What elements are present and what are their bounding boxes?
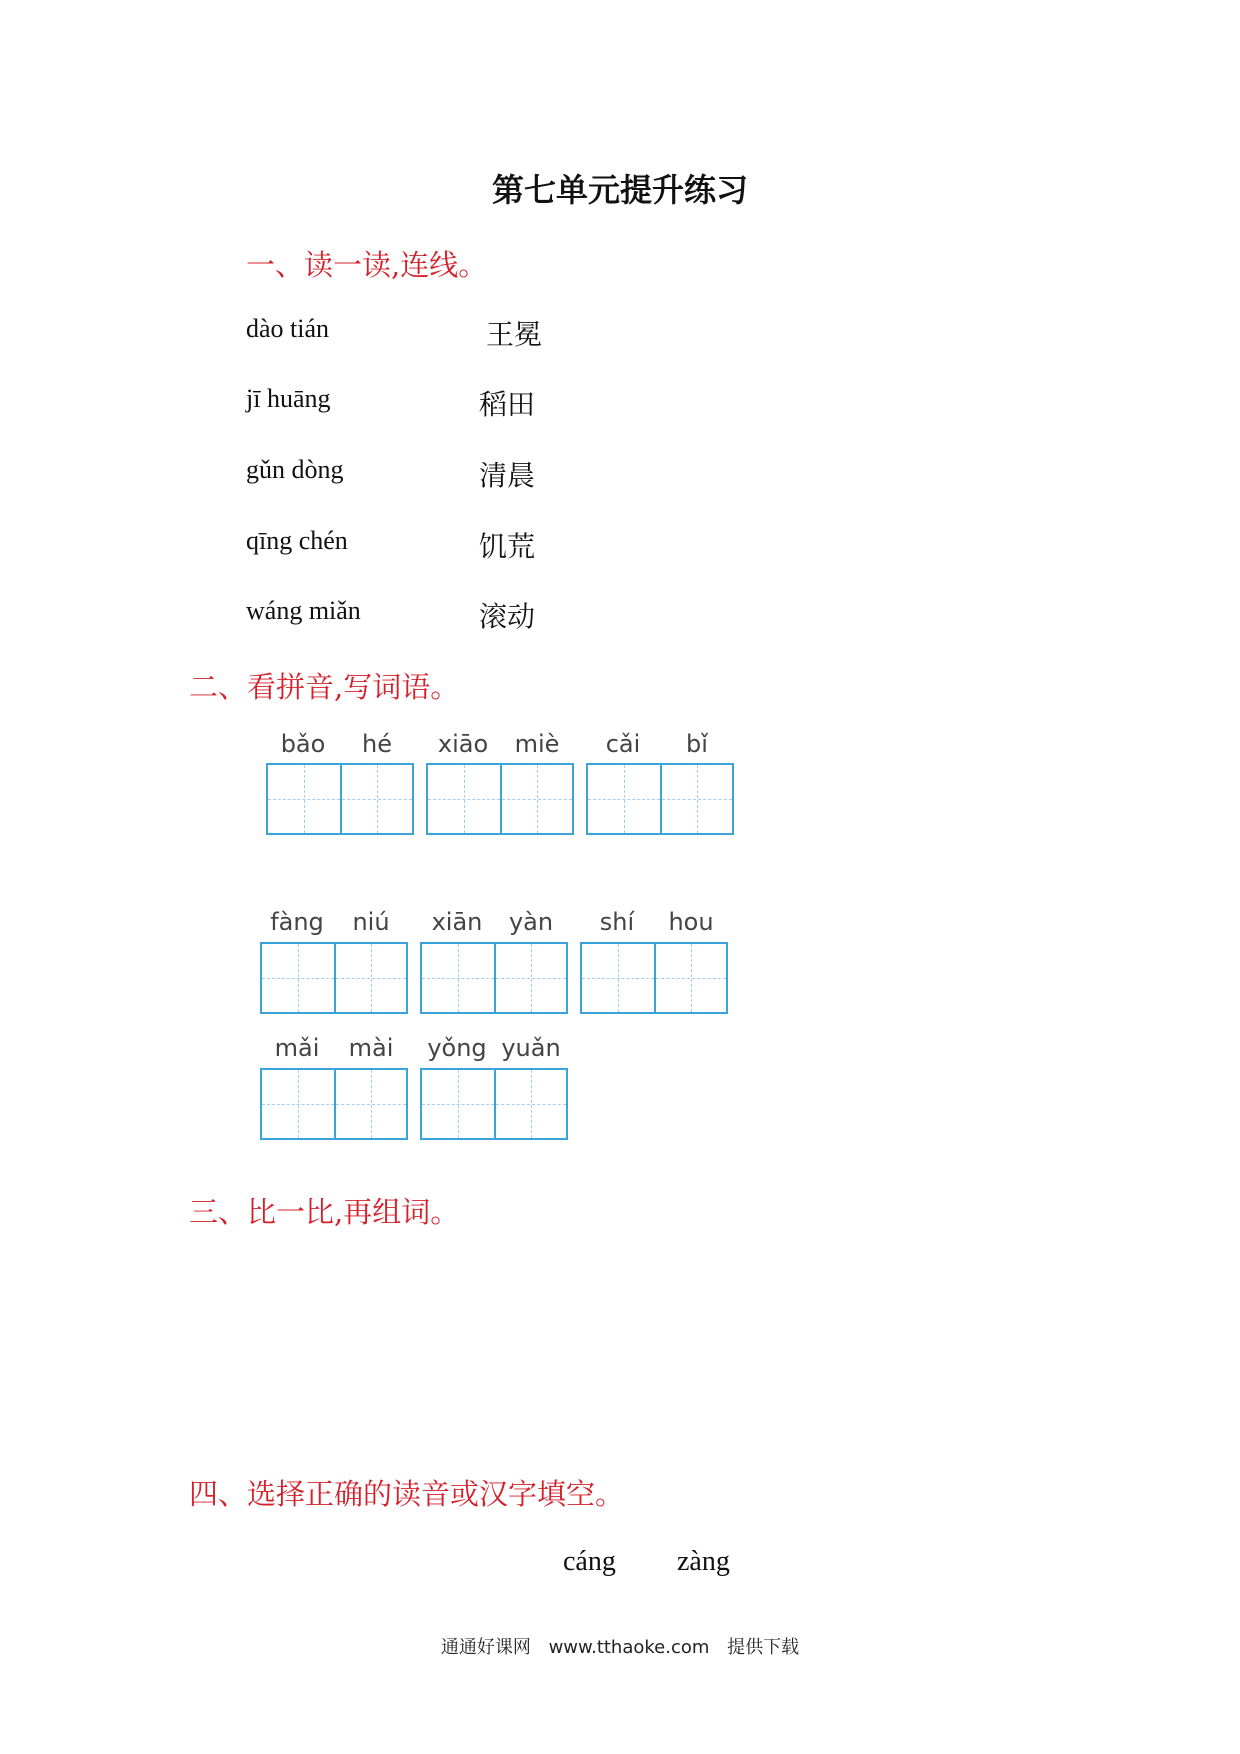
match-pinyin-1: dào tián	[246, 314, 330, 343]
grid-4-pinyin-2: niú	[352, 908, 390, 936]
writing-grid-6[interactable]	[580, 942, 728, 1014]
writing-cell[interactable]	[268, 765, 340, 833]
grid-3-pinyin-2: bǐ	[686, 730, 708, 758]
writing-grid-3[interactable]	[586, 763, 734, 835]
writing-grid-2[interactable]	[426, 763, 574, 835]
section-2-heading: 二、看拼音,写词语。	[189, 670, 460, 704]
section-4-heading: 四、选择正确的读音或汉字填空。	[189, 1477, 625, 1511]
grid-8-pinyin-1: yǒng	[427, 1034, 487, 1062]
writing-cell[interactable]	[428, 765, 500, 833]
writing-cell[interactable]	[588, 765, 660, 833]
choice-cang: cáng	[563, 1546, 616, 1577]
grid-2-pinyin-1: xiāo	[437, 730, 489, 758]
writing-cell[interactable]	[660, 765, 732, 833]
writing-cell[interactable]	[334, 944, 406, 1012]
footer-note: 提供下载	[727, 1637, 800, 1658]
choice-zang: zàng	[677, 1546, 730, 1577]
match-hanzi-2: 稻田	[479, 388, 536, 421]
match-hanzi-1: 王冕	[486, 318, 543, 351]
section-1-heading: 一、读一读,连线。	[246, 248, 488, 282]
writing-cell[interactable]	[422, 944, 494, 1012]
grid-5-pinyin-1: xiān	[431, 908, 483, 936]
grid-7-pinyin-2: mài	[348, 1034, 394, 1062]
grid-6-pinyin-2: hou	[668, 908, 714, 936]
match-hanzi-3: 清晨	[479, 459, 536, 492]
writing-cell[interactable]	[422, 1070, 494, 1138]
writing-grid-5[interactable]	[420, 942, 568, 1014]
section-3-heading: 三、比一比,再组词。	[189, 1195, 460, 1229]
grid-3-pinyin-1: cǎi	[605, 730, 641, 758]
grid-4-pinyin-1: fàng	[270, 908, 324, 936]
page-footer	[0, 1633, 1240, 1659]
grid-2-pinyin-2: miè	[514, 730, 560, 758]
footer-url[interactable]: www.tthaoke.com	[548, 1637, 710, 1658]
writing-cell[interactable]	[262, 1070, 334, 1138]
grid-5-pinyin-2: yàn	[508, 908, 554, 936]
match-hanzi-5: 滚动	[479, 600, 536, 633]
match-pinyin-3: gǔn dòng	[246, 455, 344, 484]
writing-grid-8[interactable]	[420, 1068, 568, 1140]
writing-cell[interactable]	[654, 944, 726, 1012]
writing-cell[interactable]	[340, 765, 412, 833]
page-title: 第七单元提升练习	[491, 171, 748, 209]
grid-1-pinyin-2: hé	[362, 730, 392, 758]
writing-grid-7[interactable]	[260, 1068, 408, 1140]
writing-cell[interactable]	[500, 765, 572, 833]
writing-cell[interactable]	[334, 1070, 406, 1138]
writing-grid-4[interactable]	[260, 942, 408, 1014]
writing-cell[interactable]	[494, 1070, 566, 1138]
writing-cell[interactable]	[494, 944, 566, 1012]
grid-6-pinyin-1: shí	[599, 908, 635, 936]
match-pinyin-4: qīng chén	[246, 526, 348, 555]
grid-8-pinyin-2: yuǎn	[501, 1034, 561, 1062]
match-pinyin-2: jī huāng	[246, 384, 331, 413]
writing-grid-1[interactable]	[266, 763, 414, 835]
writing-cell[interactable]	[262, 944, 334, 1012]
writing-cell[interactable]	[582, 944, 654, 1012]
match-pinyin-5: wáng miǎn	[246, 596, 361, 625]
grid-1-pinyin-1: bǎo	[280, 730, 326, 758]
match-hanzi-4: 饥荒	[479, 530, 536, 563]
footer-brand: 通通好课网	[440, 1637, 531, 1658]
grid-7-pinyin-1: mǎi	[274, 1034, 320, 1062]
